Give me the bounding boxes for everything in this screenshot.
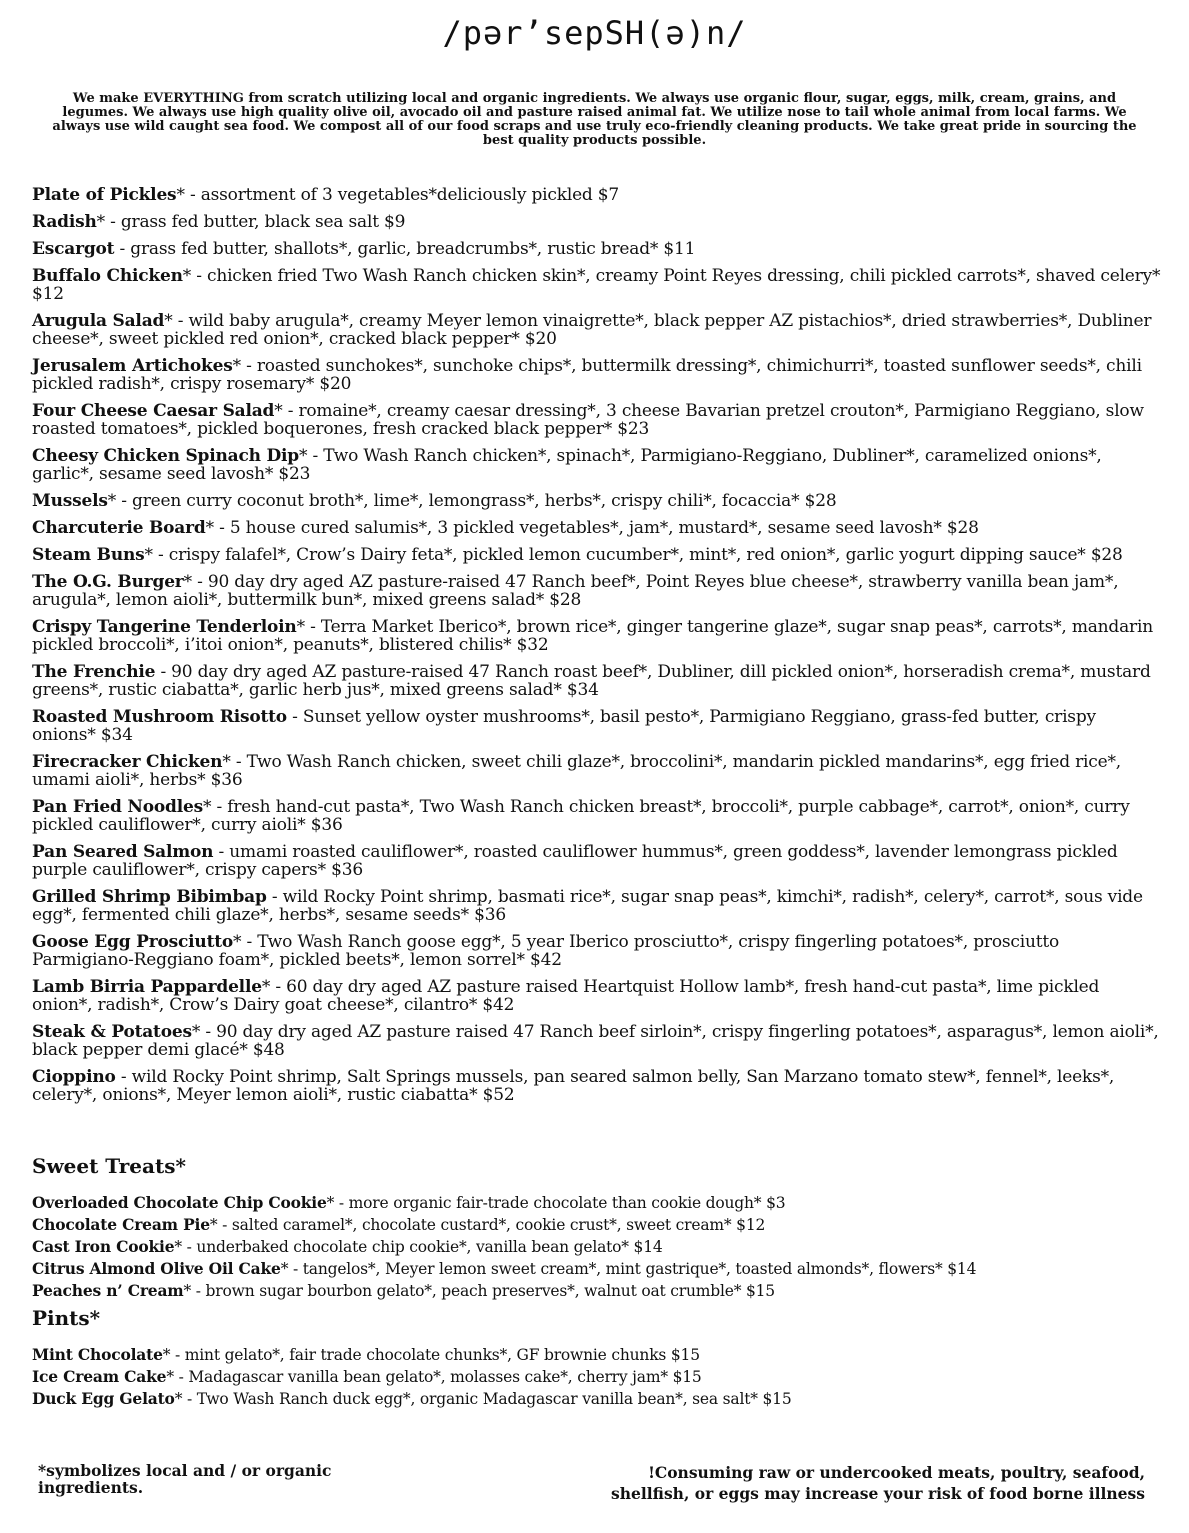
dessert-item [32,1214,1162,1236]
dish-name: Duck Egg Gelato [32,1389,175,1408]
dish-description: * - chicken fried Two Wash Ranch chicken skin*, creamy Point Reyes dressing, chili pickled carrots*, shaved celery* $12 [32,266,1161,304]
menu-item [32,546,1162,564]
dessert-item [32,1258,1162,1280]
dish-description: * - Two Wash Ranch chicken, sweet chili glaze*, broccolini*, mandarin pickled mandarins*, egg fried rice*, umami aioli*, herbs* $36 [32,752,1121,790]
dish-name: Ice Cream Cake [32,1367,167,1386]
menu-item [32,447,1162,483]
dessert-item [32,1236,1162,1258]
dish-description: * - roasted sunchokes*, sunchoke chips*, buttermilk dressing*, chimichurri*, toasted sunflower seeds*, chili pickled radish*, crispy rosemary* $20 [32,356,1142,394]
dish-name: Chocolate Cream Pie [32,1215,210,1234]
dish-name: Cast Iron Cookie [32,1237,175,1256]
dish-description: - wild Rocky Point shrimp, basmati rice*, sugar snap peas*, kimchi*, radish*, celery*, carrot*, sous vide egg*, fermented chili glaze*, herbs*, sesame seeds* $36 [32,887,1143,925]
dish-description: * - brown sugar bourbon gelato*, peach preserves*, walnut oat crumble* $15 [183,1282,775,1300]
dish-description: - grass fed butter, shallots*, garlic, breadcrumbs*, rustic bread* $11 [114,239,696,259]
dish-name: Steak & Potatoes [32,1022,192,1042]
dish-description: * - Two Wash Ranch chicken*, spinach*, Parmigiano-Reggiano, Dubliner*, caramelized onions*, garlic*, sesame seed lavosh* $23 [32,446,1102,484]
pint-item [32,1388,1162,1410]
menu-item [32,888,1162,924]
dish-name: Buffalo Chicken [32,266,183,286]
menu-item [32,357,1162,393]
dish-name: Roasted Mushroom Risotto [32,707,287,727]
dish-description: - umami roasted cauliflower*, roasted cauliflower hummus*, green goddess*, lavender lemongrass pickled purple cauliflower*, crispy capers* $36 [32,842,1118,880]
menu-item [32,618,1162,654]
dish-name: Overloaded Chocolate Chip Cookie [32,1193,327,1212]
dish-description: - wild Rocky Point shrimp, Salt Springs mussels, pan seared salmon belly, San Marzano tomato stew*, fennel*, leeks*, celery*, onions*, Meyer lemon aioli*, rustic ciabatta* $52 [32,1067,1115,1105]
dish-name: Plate of Pickles [32,185,177,205]
dish-name: Pan Seared Salmon [32,842,214,862]
dish-name: Steam Buns [32,545,145,565]
menu-item [32,1023,1162,1059]
dish-description: * - Madagascar vanilla bean gelato*, molasses cake*, cherry jam* $15 [166,1368,702,1386]
menu-item [32,492,1162,510]
dish-description: * - romaine*, creamy caesar dressing*, 3 cheese Bavarian pretzel crouton*, Parmigiano Reggiano, slow roasted tomatoes*, pickled boquerones, fresh cracked black pepper* $23 [32,401,1144,439]
dish-name: Goose Egg Prosciutto [32,932,234,952]
menu-item [32,663,1162,699]
dish-description: * - crispy falafel*, Crow’s Dairy feta*, pickled lemon cucumber*, mint*, red onion*, garlic yogurt dipping sauce* $28 [144,545,1123,565]
pints-section [32,1302,1162,1410]
menu-item [32,519,1162,537]
dish-description: - Sunset yellow oyster mushrooms*, basil pesto*, Parmigiano Reggiano, grass-fed butter, crispy onions* $34 [32,707,1096,745]
menu-item [32,186,1162,204]
dish-name: Mint Chocolate [32,1345,163,1364]
menu-item [32,798,1162,834]
dish-name: Grilled Shrimp Bibimbap [32,887,267,907]
dish-description: * - 60 day dry aged AZ pasture raised Heartquist Hollow lamb*, fresh hand-cut pasta*, lime pickled onion*, radish*, Crow’s Dairy goat cheese*, cilantro* $42 [32,977,1100,1015]
dish-description: * - underbaked chocolate chip cookie*, vanilla bean gelato* $14 [174,1238,663,1256]
dish-description: * - Two Wash Ranch goose egg*, 5 year Iberico prosciutto*, crispy fingerling potatoes*, prosciutto Parmigiano-Reggiano foam*, pickled beets*, lemon sorrel* $42 [32,932,1059,970]
dish-name: Jerusalem Artichokes [32,356,233,376]
dish-name: Cheesy Chicken Spinach Dip [32,446,299,466]
menu-item [32,402,1162,438]
menu-item [32,708,1162,744]
menu-item [32,213,1162,231]
sweet-treats-heading: Sweet Treats* [32,1154,186,1178]
pint-item [32,1344,1162,1366]
dish-name: Escargot [32,239,115,259]
dish-name: Radish [32,212,97,232]
dish-name: Four Cheese Caesar Salad [32,401,275,421]
menu-item [32,573,1162,609]
dish-name: Arugula Salad [32,311,165,331]
dish-description: - 90 day dry aged AZ pasture-raised 47 Ranch roast beef*, Dubliner, dill pickled onion*, horseradish crema*, mustard greens*, rustic ciabatta*, garlic herb jus*, mixed greens salad* $34 [32,662,1151,700]
dish-description: * - 90 day dry aged AZ pasture-raised 47 Ranch beef*, Point Reyes blue cheese*, strawberry vanilla bean jam*, arugula*, lemon aioli*, buttermilk bun*, mixed greens salad* $28 [32,572,1119,610]
dish-description: * - grass fed butter, black sea salt $9 [96,212,406,232]
menu-item [32,267,1162,303]
pints-heading: Pints* [32,1306,101,1330]
dish-name: The Frenchie [32,662,156,682]
organic-footnote: *symbolizes local and / or organic ingredients. [38,1461,332,1497]
dish-name: Cioppino [32,1067,116,1087]
menu-item [32,843,1162,879]
dish-description: * - 90 day dry aged AZ pasture raised 47 Ranch beef sirloin*, crispy fingerling potatoes*, asparagus*, lemon aioli*, black pepper demi glacé* $48 [32,1022,1159,1060]
dish-name: Firecracker Chicken [32,752,223,772]
intro-paragraph: We make EVERYTHING from scratch utilizing local and organic ingredients. We always use organic flour, sugar, eggs, milk, cream, grains, and legumes. We always use high quality olive oil, avocado oil and pasture raised animal fat. We utilize nose to tail whole animal from local farms. We always use wild caught sea food. We compost all of our food scraps and use truly eco-friendly cleaning products. We take great pride in sourcing the best quality products possible. [52,91,1137,148]
menu-item [32,933,1162,969]
dish-description: * - mint gelato*, fair trade chocolate chunks*, GF brownie chunks $15 [162,1346,700,1364]
dish-name: Mussels [32,491,108,511]
menu-item [32,753,1162,789]
dish-name: The O.G. Burger [32,572,184,592]
dish-name: Pan Fried Noodles [32,797,203,817]
dessert-item [32,1280,1162,1302]
dish-name: Charcuterie Board [32,518,206,538]
dish-description: * - fresh hand-cut pasta*, Two Wash Ranch chicken breast*, broccoli*, purple cabbage*, carrot*, onion*, curry pickled cauliflower*, curry aioli* $36 [32,797,1130,835]
pint-item [32,1366,1162,1388]
dish-description: * - salted caramel*, chocolate custard*, cookie crust*, sweet cream* $12 [209,1216,766,1234]
dish-name: Citrus Almond Olive Oil Cake [32,1259,281,1278]
menu-item [32,312,1162,348]
restaurant-title: /pər’sepSH(ə)n/ [442,14,747,52]
dish-description: * - more organic fair-trade chocolate than cookie dough* $3 [326,1194,786,1212]
dish-name: Lamb Birria Pappardelle [32,977,262,997]
sweet-treats-section [32,1150,1162,1302]
dish-description: * - tangelos*, Meyer lemon sweet cream*, mint gastrique*, toasted almonds*, flowers* $14 [280,1260,977,1278]
pints-list [32,1344,1162,1410]
main-menu-list [32,186,1162,1113]
menu-item [32,1068,1162,1104]
dish-description: * - Terra Market Iberico*, brown rice*, ginger tangerine glaze*, sugar snap peas*, carrots*, mandarin pickled broccoli*, i’itoi onion*, peanuts*, blistered chilis* $32 [32,617,1153,655]
menu-item [32,978,1162,1014]
dish-name: Crispy Tangerine Tenderloin [32,617,297,637]
food-safety-warning: !Consuming raw or undercooked meats, poultry, seafood, shellfish, or eggs may increase your risk of food borne illness [611,1463,1145,1503]
dessert-item [32,1192,1162,1214]
menu-item [32,240,1162,258]
dish-description: * - 5 house cured salumis*, 3 pickled vegetables*, jam*, mustard*, sesame seed lavosh* $28 [205,518,979,538]
dish-name: Peaches n’ Cream [32,1281,184,1300]
sweet-treats-list [32,1192,1162,1302]
dish-description: * - assortment of 3 vegetables*deliciously pickled $7 [176,185,620,205]
dish-description: * - green curry coconut broth*, lime*, lemongrass*, herbs*, crispy chili*, focaccia* $28 [107,491,837,511]
dish-description: * - wild baby arugula*, creamy Meyer lemon vinaigrette*, black pepper AZ pistachios*, dried strawberries*, Dubliner cheese*, sweet pickled red onion*, cracked black pepper* $20 [32,311,1152,349]
dish-description: * - Two Wash Ranch duck egg*, organic Madagascar vanilla bean*, sea salt* $15 [174,1390,792,1408]
